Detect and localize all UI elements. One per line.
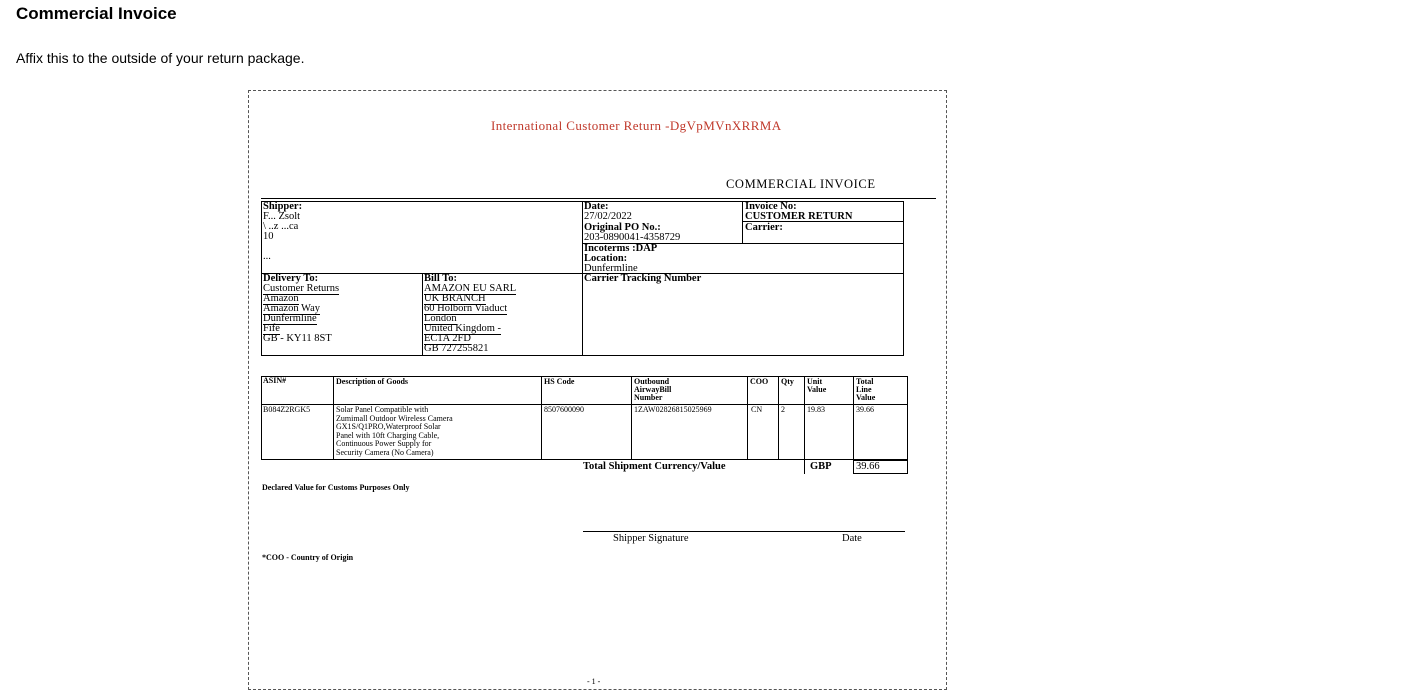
declared-value-note: Declared Value for Customs Purposes Only xyxy=(262,483,410,492)
coo-footnote: *COO - Country of Origin xyxy=(262,553,354,562)
commercial-invoice-title: COMMERCIAL INVOICE xyxy=(726,177,876,191)
divider xyxy=(742,201,743,243)
invoice-no-value: CUSTOMER RETURN xyxy=(745,211,853,222)
item-description: Continuous Power Supply for xyxy=(336,439,432,449)
item-description: GX1S/Q1PRO,Waterproof Solar xyxy=(336,422,441,432)
shipper-address-3: ... xyxy=(263,251,271,262)
item-airway-bill: 1ZAW02826815025969 xyxy=(634,405,712,414)
col-header-hs-code: HS Code xyxy=(544,377,575,386)
rma-heading: International Customer Return -DgVpMVnXRRMA xyxy=(491,118,782,133)
total-value: 39.66 xyxy=(856,461,880,472)
item-total-value: 39.66 xyxy=(856,405,874,414)
item-description: Security Camera (No Camera) xyxy=(336,448,434,457)
shipper-address-2: 10 xyxy=(263,231,274,242)
delivery-line: Dunfermline xyxy=(263,313,317,324)
delivery-to-label: Delivery To: xyxy=(263,273,319,284)
bill-to-line: London xyxy=(424,313,457,324)
item-unit-value: 19.83 xyxy=(807,405,825,414)
divider xyxy=(747,376,748,460)
item-description: Zumimall Outdoor Wireless Camera xyxy=(336,413,453,423)
carrier-label: Carrier: xyxy=(745,222,783,233)
delivery-line: GB - KY11 8ST xyxy=(263,333,332,344)
delivery-line: Amazon xyxy=(263,293,299,304)
item-qty: 2 xyxy=(781,405,785,414)
col-header-awb: Outbound xyxy=(634,377,670,386)
bill-to-line: EC1A 2FD xyxy=(424,333,471,344)
invoice-no-label: Invoice No: xyxy=(745,201,797,212)
date-value: 27/02/2022 xyxy=(584,211,632,222)
col-header-awb: Number xyxy=(634,393,663,402)
divider xyxy=(541,376,542,460)
bill-to-line: GB 727255821 xyxy=(424,343,489,354)
page-instruction: Affix this to the outside of your return package. xyxy=(16,50,305,66)
col-header-asin: ASIN# xyxy=(263,376,287,385)
divider xyxy=(778,376,779,460)
divider xyxy=(422,273,423,356)
po-value: 203-0890041-4358729 xyxy=(584,232,681,243)
shipper-name: F... Zsolt xyxy=(263,211,301,222)
col-header-total-value: Value xyxy=(856,393,876,402)
shipper-label: Shipper: xyxy=(263,201,303,212)
total-shipment-label: Total Shipment Currency/Value xyxy=(583,461,726,472)
page-title: Commercial Invoice xyxy=(16,4,177,23)
tracking-label: Carrier Tracking Number xyxy=(584,273,702,284)
signature-line xyxy=(583,531,905,532)
col-header-description: Description of Goods xyxy=(336,377,408,386)
delivery-line: Amazon Way xyxy=(263,303,320,314)
item-description: Solar Panel Compatible with xyxy=(336,405,429,414)
bill-to-line: 60 Holborn Viaduct xyxy=(424,303,508,314)
bill-to-line: AMAZON EU SARL xyxy=(424,283,517,294)
invoice-document xyxy=(248,90,947,690)
col-header-unit-value: Value xyxy=(807,385,827,394)
bill-to-line: United Kingdom - xyxy=(424,323,501,334)
item-hs-code: 8507600090 xyxy=(544,405,584,414)
item-coo: CN xyxy=(751,405,763,414)
signature-date-label: Date xyxy=(842,533,862,544)
bill-to-line: UK BRANCH xyxy=(424,293,486,304)
divider xyxy=(631,376,632,460)
col-header-awb: AirwayBill xyxy=(634,385,672,394)
shipper-address-1: \ ..z ...ca xyxy=(263,221,299,232)
item-asin: B084Z2RGK5 xyxy=(263,405,311,414)
divider xyxy=(804,376,805,460)
incoterms-label: Incoterms :DAP xyxy=(584,243,658,254)
col-header-total-value: Line xyxy=(856,385,872,394)
shipper-signature-label: Shipper Signature xyxy=(613,533,689,544)
item-description: Panel with 10ft Charging Cable, xyxy=(336,430,440,440)
divider xyxy=(853,376,854,460)
po-label: Original PO No.: xyxy=(584,222,661,233)
divider xyxy=(804,460,805,474)
divider xyxy=(333,376,334,460)
delivery-line: Customer Returns xyxy=(263,283,340,294)
location-value: Dunfermline xyxy=(584,263,638,274)
total-currency: GBP xyxy=(810,461,832,472)
divider xyxy=(261,198,936,199)
col-header-unit-value: Unit xyxy=(807,377,823,386)
date-label: Date: xyxy=(584,201,609,212)
col-header-coo: COO xyxy=(750,377,769,386)
page-number: - 1 - xyxy=(587,677,601,686)
location-label: Location: xyxy=(584,253,628,264)
col-header-total-value: Total xyxy=(856,377,874,386)
bill-to-label: Bill To: xyxy=(424,273,457,284)
divider xyxy=(261,273,904,274)
divider xyxy=(582,201,583,356)
delivery-line: Fife xyxy=(263,323,280,334)
col-header-qty: Qty xyxy=(781,377,794,386)
